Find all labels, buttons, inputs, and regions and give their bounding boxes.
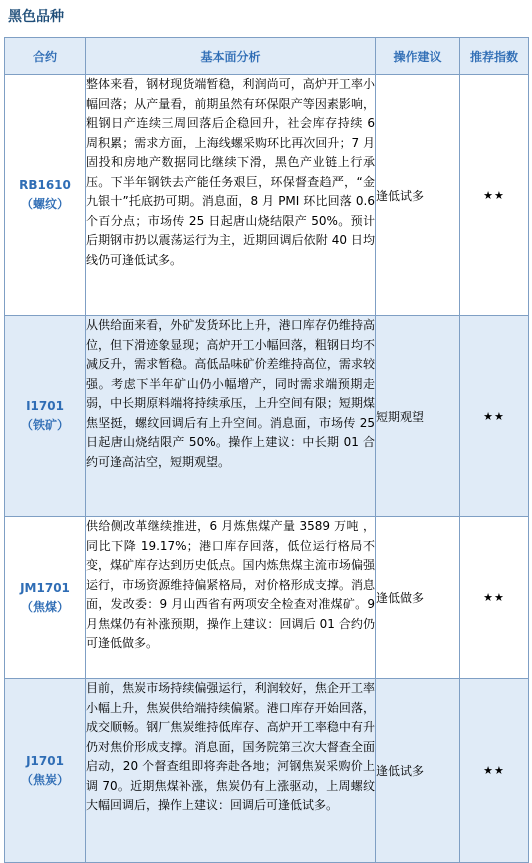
contract-cell	[5, 517, 86, 679]
header-contract: 合约	[5, 38, 86, 75]
rating-stars: ★★	[460, 316, 529, 517]
section-title: 黑色品种	[8, 9, 64, 25]
analysis-cell: 整体来看，钢材现货端暂稳，利润尚可，高炉开工率小幅回落；从产量看，前期虽然有环保限产等因素影响，粗钢日产连续三周回落后企稳回升，社会库存持续 6 周积累；需求方面，上海线螺采购环比再次回升；7 月固投和房地产数据同比继续下滑，黑色产业链上行承压。下半年钢铁去产能任务艰巨，环保督查趋严，“金九银十”托底扔可期。消息面，8 月 PMI 环比回落 0.6 个百分点；市场传 25 日起唐山烧结限产 50%。预计后期钢市扔以震荡运行为主，近期回调后依附 40 日均线仍可逢低试多。	[86, 75, 376, 316]
header-advice: 操作建议	[376, 38, 460, 75]
rating-stars: ★★	[460, 75, 529, 316]
table-row	[5, 75, 529, 316]
advice-cell: 短期观望	[376, 316, 460, 517]
contract-name: （螺纹）	[20, 197, 69, 211]
rating-stars: ★★	[460, 679, 529, 863]
contract-cell	[5, 316, 86, 517]
contract-code: I1701	[26, 399, 64, 413]
table-row	[5, 316, 529, 517]
header-rating: 推荐指数	[460, 38, 529, 75]
advice-cell: 逢低试多	[376, 679, 460, 863]
contract-name: （焦炭）	[20, 772, 69, 787]
table-row	[5, 679, 529, 863]
contract-code: J1701	[26, 753, 64, 768]
header-row	[5, 38, 529, 75]
contract-name: （铁矿）	[20, 418, 69, 432]
analysis-cell: 供给侧改革继续推进，6 月炼焦煤产量 3589 万吨 ，同比下降 19.17%；港口库存回落，低位运行格局不变，煤矿库存达到历史低点。国内炼焦煤主流市场偏强运行，市场资源维持偏紧格局，对价格形成支撑。消息面，发改委：9 月山西省有两项安全检查对准煤矿。9 月焦煤仍有补涨预期，操作上建议：回调后 01 合约仍可逢低做多。	[86, 517, 376, 679]
contract-code: JM1701	[20, 580, 70, 595]
variety-table	[4, 37, 529, 863]
contract-cell	[5, 75, 86, 316]
contract-code: RB1610	[19, 178, 71, 192]
analysis-cell: 从供给面来看，外矿发货环比上升，港口库存仍维持高位，但下滑迹象显现；高炉开工小幅回落，粗钢日均不减反升，需求暂稳。高低品味矿价差维持高位，需求较强。考虑下半年矿山仍小幅增产，同时需求端预期走弱，中长期原料端将持续承压，上升空间有限；短期煤焦坚挺，螺纹回调后有上升空间。消息面，市场传 25 日起唐山烧结限产 50%。操作上建议：中长期 01 合约可逢高沽空，短期观望。	[86, 316, 376, 517]
rating-stars: ★★	[460, 517, 529, 679]
advice-cell: 逢低做多	[376, 517, 460, 679]
advice-cell: 逢低试多	[376, 75, 460, 316]
table-row	[5, 517, 529, 679]
header-analysis: 基本面分析	[86, 38, 376, 75]
contract-name: （焦煤）	[20, 599, 69, 614]
analysis-cell: 目前，焦炭市场持续偏强运行，利润较好，焦企开工率小幅上升，焦炭供给端持续偏紧。港口库存开始回落，成交顺畅。钢厂焦炭维持低库存、高炉开工率稳中有升仍对焦价形成支撑。消息面，国务院第三次大督查全面启动，20 个督查组即将奔赴各地；河钢焦炭采购价上调 70。近期焦煤补涨，焦炭仍有上涨驱动，上周螺纹大幅回调后，操作上建议：回调后可逢低试多。	[86, 679, 376, 863]
contract-cell	[5, 679, 86, 863]
